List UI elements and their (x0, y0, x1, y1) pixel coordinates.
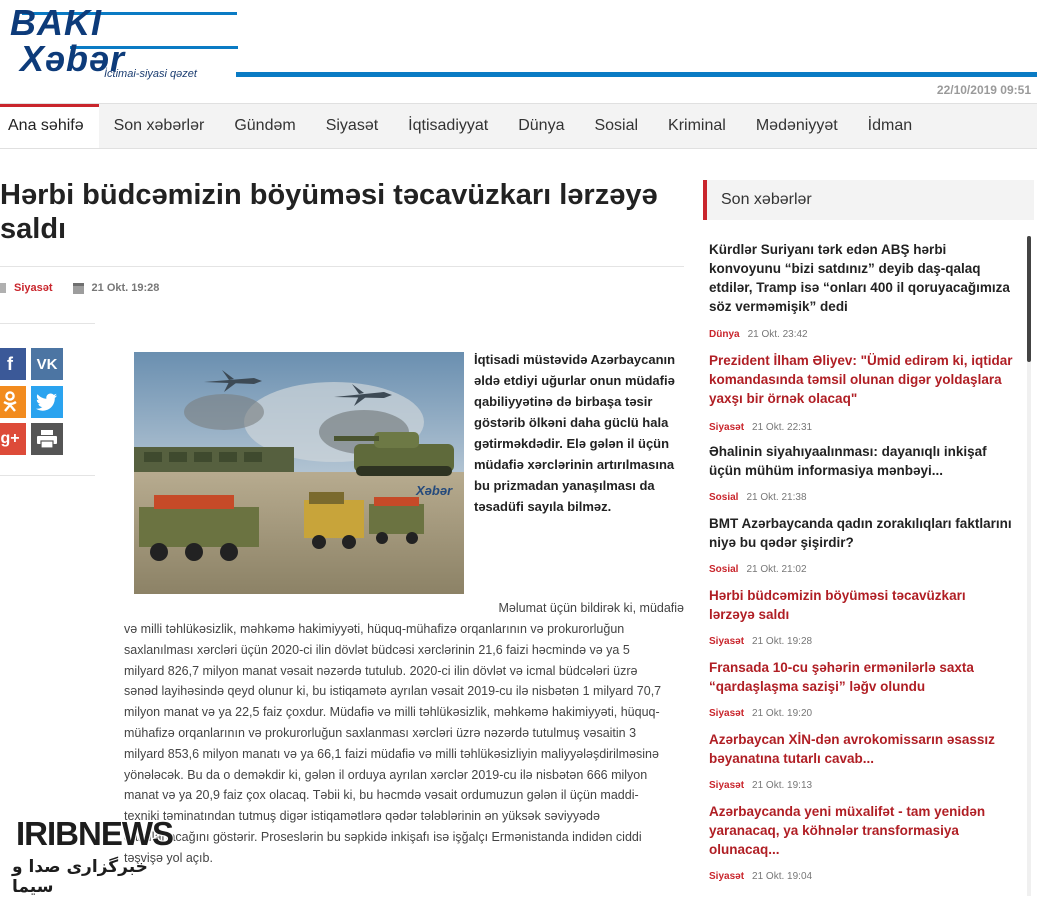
nav-item-culture[interactable]: Mədəniyyət (755, 117, 838, 134)
news-title[interactable]: Hərbi büdcəmizin böyüməsi təcavüzkarı lərzəyə saldı (709, 588, 966, 622)
twitter-share-icon[interactable] (31, 386, 63, 418)
news-title[interactable]: Fransada 10-cu şəhərin ermənilərlə saxta “qardaşlaşma sazişi” ləğv olundu (709, 660, 974, 694)
sidebar-heading: Son xəbərlər (703, 180, 1034, 220)
news-title[interactable]: Azərbaycanda yeni müxalifət - tam yenidən yaranacaq, ya köhnələr transformasiya olunacaq... (709, 804, 986, 857)
sidebar-news-item[interactable] (709, 442, 1014, 503)
article-date: 21 Okt. 19:28 (91, 282, 160, 294)
news-date: 21 Okt. 21:02 (746, 564, 807, 575)
sidebar-news-item[interactable] (709, 730, 1014, 791)
article-image (134, 352, 464, 594)
article-body-first-line: Məlumat üçün bildirək ki, müdafiə (498, 601, 684, 615)
sidebar-news-item[interactable] (709, 351, 1014, 433)
sidebar-news-item[interactable] (709, 240, 1014, 340)
news-title[interactable]: Azərbaycan XİN-dən avrokomissarın əsassız bəyanatına tutarlı cavab... (709, 732, 995, 766)
sidebar-news-item[interactable] (709, 514, 1014, 575)
news-category[interactable]: Dünya (709, 329, 740, 340)
share-divider (0, 323, 95, 324)
iribnews-watermark (12, 815, 174, 895)
news-date: 21 Okt. 19:20 (752, 708, 813, 719)
watermark-sub-text: خبرگزاری صدا و سیما (12, 857, 148, 897)
news-date: 21 Okt. 19:28 (752, 636, 813, 647)
article-category[interactable]: Siyasət (14, 282, 53, 294)
nav-item-economy[interactable]: İqtisadiyyat (408, 117, 489, 134)
odnoklassniki-share-icon[interactable] (0, 386, 26, 418)
nav-item-home[interactable]: Ana səhifə (0, 104, 99, 148)
sidebar-scrollbar[interactable] (1027, 236, 1031, 362)
header-divider (236, 72, 1037, 77)
news-category[interactable]: Sosial (709, 564, 739, 575)
watermark-main-text: IRIBNEWS (16, 815, 173, 852)
nav-item-agenda[interactable]: Gündəm (234, 117, 296, 134)
sidebar-news-item[interactable] (709, 586, 1014, 647)
military-parade-illustration (134, 352, 464, 594)
article-title: Hərbi büdcəmizin böyüməsi təcavüzkarı lərzəyə saldı (0, 179, 658, 245)
facebook-share-icon[interactable]: f (0, 348, 26, 380)
share-divider (0, 475, 95, 476)
news-meta (709, 422, 1014, 433)
main-nav (0, 103, 1037, 149)
news-date: 21 Okt. 19:04 (752, 871, 813, 882)
sidebar-news-item[interactable] (709, 802, 1014, 882)
twitter-bird-glyph (36, 393, 58, 411)
title-divider (0, 266, 684, 267)
nav-item-latest[interactable]: Son xəbərlər (113, 117, 205, 134)
article-lead: İqtisadi müstəvidə Azərbaycanın əldə etdiyi uğurlar onun müdafiə qabiliyyətinə də birbaşa təsir göstərib ölkəni daha güclü hala gətirməkdədir. Elə gələn il üçün müdafiə xərclərinin artırılmasına bu prizmadan yanaşılması da təsadüfi sayıla bilməz. (474, 352, 676, 514)
news-category[interactable]: Siyasət (709, 780, 745, 791)
nav-item-world[interactable]: Dünya (518, 117, 565, 134)
logo-text-bottom: Xəbər (20, 38, 126, 79)
nav-item-politics[interactable]: Siyasət (325, 117, 379, 134)
news-category[interactable]: Sosial (709, 492, 739, 503)
news-date: 21 Okt. 21:38 (746, 492, 807, 503)
news-meta (709, 636, 1014, 647)
news-date: 21 Okt. 23:42 (747, 329, 808, 340)
news-title[interactable]: Əhalinin siyahıyaalınması: dayanıqlı inkişaf üçün mühüm informasiya mənbəyi... (709, 444, 987, 478)
news-title[interactable]: Kürdlər Suriyanı tərk edən ABŞ hərbi konvoyunu “bizi satdınız” deyib daş-qalaq etdilər, Tramp isə “onları 400 il qoruyacağımıza söz verməmişik” dedi (709, 242, 1010, 314)
image-logo-text: Xəbər (416, 483, 453, 498)
news-meta (709, 329, 1014, 340)
news-title[interactable]: BMT Azərbaycanda qadın zorakılıqları faktlarını niyə bu qədər şişirdir? (709, 516, 1012, 550)
tag-icon (0, 283, 6, 293)
news-meta (709, 871, 1014, 882)
news-title[interactable]: Prezident İlham Əliyev: "Ümid edirəm ki, iqtidar komandasında təmsil olunan digər yoldaşlara yaxşı bir örnək olacaq" (709, 353, 1013, 406)
logo-text-top: BAKI (10, 2, 102, 43)
vk-share-icon[interactable]: VK (31, 348, 63, 380)
googleplus-share-icon[interactable]: g+ (0, 423, 26, 455)
site-logo[interactable] (0, 2, 240, 82)
printer-glyph (36, 429, 58, 449)
nav-item-social[interactable]: Sosial (594, 117, 639, 134)
calendar-icon (73, 283, 84, 294)
logo-subtitle: İctimai-siyasi qəzet (104, 68, 197, 80)
news-meta (709, 780, 1014, 791)
article-body: və milli təhlükəsizlik, məhkəmə hakimiyyəti, hüquq-mühafizə orqanlarının və prokurorluğun saxlanılması xərcləri üçün 2020-ci ilin dövlət büdcəsi xərclərinin 21,6 faizi həcmində və ya 5 milyard 826,7 milyon manat vəsait nəzərdə tutulub. 2020-ci ilin dövlət və icmal büdcələri üzrə sənəd layihəsində qeyd olunur ki, bu istiqamətə ayrılan vəsait 2019-cu ilə nisbətən 1 milyard 70,7 milyon manat və ya 22,5 faiz çoxdur. Müdafiə və milli təhlükəsizlik, məhkəmə hakimiyyəti, hüquq-mühafizə orqanlarının və prokurorluğun saxlanması xərcləri üzrə nəzərdə tutulmuş vəsaitin 3 milyard 853,6 milyon manatı və ya 66,1 faizi müdafiə və milli təhlükəsizliyin maliyyələşdirilməsinə yönələcək. Bu da o deməkdir ki, gələn il orduya ayrılan xərclər 2019-cu ilə nisbətən 666 milyon manat və ya 20,9 faiz çox olacaq. Təbii ki, bu həcmdə vəsait ordumuzun gələn il üçün maddi-texniki təminatından tutmuş digər istiqamətlərə qədər tələblərinin ən yüksək səviyyədə qarşılanacağını göstərir. Proseslərin bu səpkidə inkişafı isə işğalçı Ermənistanda indidən ciddi təşvişə yol açıb. (124, 622, 662, 865)
nav-item-sport[interactable]: İdman (867, 117, 913, 134)
news-meta (709, 564, 1014, 575)
news-category[interactable]: Siyasət (709, 708, 745, 719)
site-header (0, 0, 1037, 100)
nav-item-crime[interactable]: Kriminal (668, 117, 726, 134)
news-date: 21 Okt. 19:13 (752, 780, 813, 791)
news-category[interactable]: Siyasət (709, 422, 745, 433)
news-meta (709, 492, 1014, 503)
article-meta (0, 280, 159, 296)
sidebar-news-item[interactable] (709, 658, 1014, 719)
news-date: 21 Okt. 22:31 (752, 422, 813, 433)
header-datetime: 22/10/2019 09:51 (936, 83, 1031, 97)
news-category[interactable]: Siyasət (709, 636, 745, 647)
news-meta (709, 708, 1014, 719)
print-icon[interactable] (31, 423, 63, 455)
odnoklassniki-glyph (2, 391, 18, 413)
news-category[interactable]: Siyasət (709, 871, 745, 882)
